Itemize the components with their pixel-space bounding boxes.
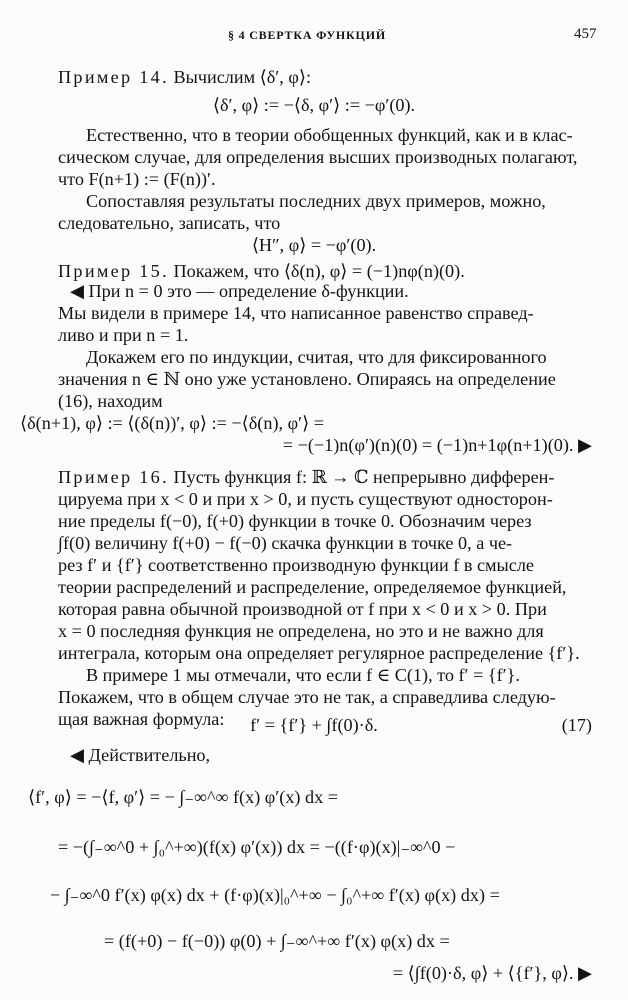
paragraph-line: Естественно, что в теории обобщенных функций, как и в клас- [86,125,573,145]
paragraph-line: которая равна обычной производной от f при x < 0 и x > 0. При [58,599,547,619]
example-14-heading: Пример 14. Вычислим ⟨δ′, φ⟩: [58,67,312,87]
example-16-heading: Пример 16. Пусть функция f: ℝ → ℂ непрерывно дифферен- [58,467,555,487]
paragraph-line: рез f′ и {f′} соответственно производную функции f в смысле [58,555,534,575]
paragraph-line: ливо и при n = 1. [58,325,189,345]
formula-h-double-prime: ⟨H″, φ⟩ = −φ′(0). [251,235,377,255]
proof-start: ◀ Действительно, [70,745,211,765]
example-14-formula: ⟨δ′, φ⟩ := −⟨δ, φ′⟩ := −φ′(0). [212,95,416,115]
running-head: § 4 СВЕРТКА ФУНКЦИЙ [228,28,386,42]
paragraph-line: что F(n+1) := (F(n))′. [58,169,216,189]
paragraph-line: цируема при x < 0 и при x > 0, и пусть существуют односторон- [58,489,553,509]
page-number: 457 [574,26,597,42]
formula-17: f′ = {f′} + ∫f(0)·δ. [250,715,378,735]
page-header [0,26,628,46]
induction-formula-line-1: ⟨δ(n+1), φ⟩ := ⟨(δ(n))′, φ⟩ := −⟨δ(n), φ′⟩ = [20,413,324,433]
induction-formula-line-2: = −(−1)n(φ′)(n)(0) = (−1)n+1φ(n+1)(0). ▶ [282,435,592,455]
paragraph-line: x = 0 последняя функция не определена, но это и не важно для [58,621,544,641]
paragraph-line: значения n ∈ ℕ оно уже установлено. Опираясь на определение [58,369,556,389]
paragraph-line: Сопоставляя результаты последних двух примеров, можно, [86,191,546,211]
paragraph-line: Докажем его по индукции, считая, что для фиксированного [86,347,547,367]
paragraph-line: следовательно, записать, что [58,213,281,233]
derivation-line-3: − ∫₋∞^0 f′(x) φ(x) dx + (f·φ)(x)|₀^+∞ − ∫₀^+∞ f′(x) φ(x) dx) = [50,885,500,905]
paragraph-line: Мы видели в примере 14, что написанное равенство справед- [58,303,534,323]
derivation-line-2: = −(∫₋∞^0 + ∫₀^+∞)(f(x) φ′(x)) dx = −((f·φ)(x)|₋∞^0 − [58,837,456,857]
derivation-line-4: = (f(+0) − f(−0)) φ(0) + ∫₋∞^+∞ f′(x) φ(x) dx = [104,931,450,951]
paragraph-line: ние пределы f(−0), f(+0) функции в точке 0. Обозначим через [58,511,532,531]
paragraph-line: ∫f(0) величину f(+0) − f(−0) скачка функции в точке 0, а че- [58,533,513,553]
paragraph-line: ◀ При n = 0 это — определение δ-функции. [70,281,409,301]
derivation-line-1: ⟨f′, φ⟩ = −⟨f, φ′⟩ = − ∫₋∞^∞ f(x) φ′(x) dx = [28,787,339,807]
paragraph-line: щая важная формула: [58,709,225,729]
paragraph-line: интеграла, которым она определяет регулярное распределение {f′}. [58,643,580,663]
paragraph-line: В примере 1 мы отмечали, что если f ∈ C(1), то f′ = {f′}. [86,665,520,685]
paragraph-line: теории распределений и распределение, определяемое функцией, [58,577,567,597]
paragraph-line: Покажем, что в общем случае это не так, а справедлива следую- [58,687,556,707]
formula-17-tag: (17) [561,715,592,735]
example-15-heading: Пример 15. Покажем, что ⟨δ(n), φ⟩ = (−1)nφ(n)(0). [58,261,465,281]
paragraph-line: сическом случае, для определения высших производных полагают, [58,147,578,167]
derivation-line-5: = ⟨∫f(0)·δ, φ⟩ + ⟨{f′}, φ⟩. ▶ [392,963,592,983]
paragraph-line: (16), находим [58,391,163,411]
